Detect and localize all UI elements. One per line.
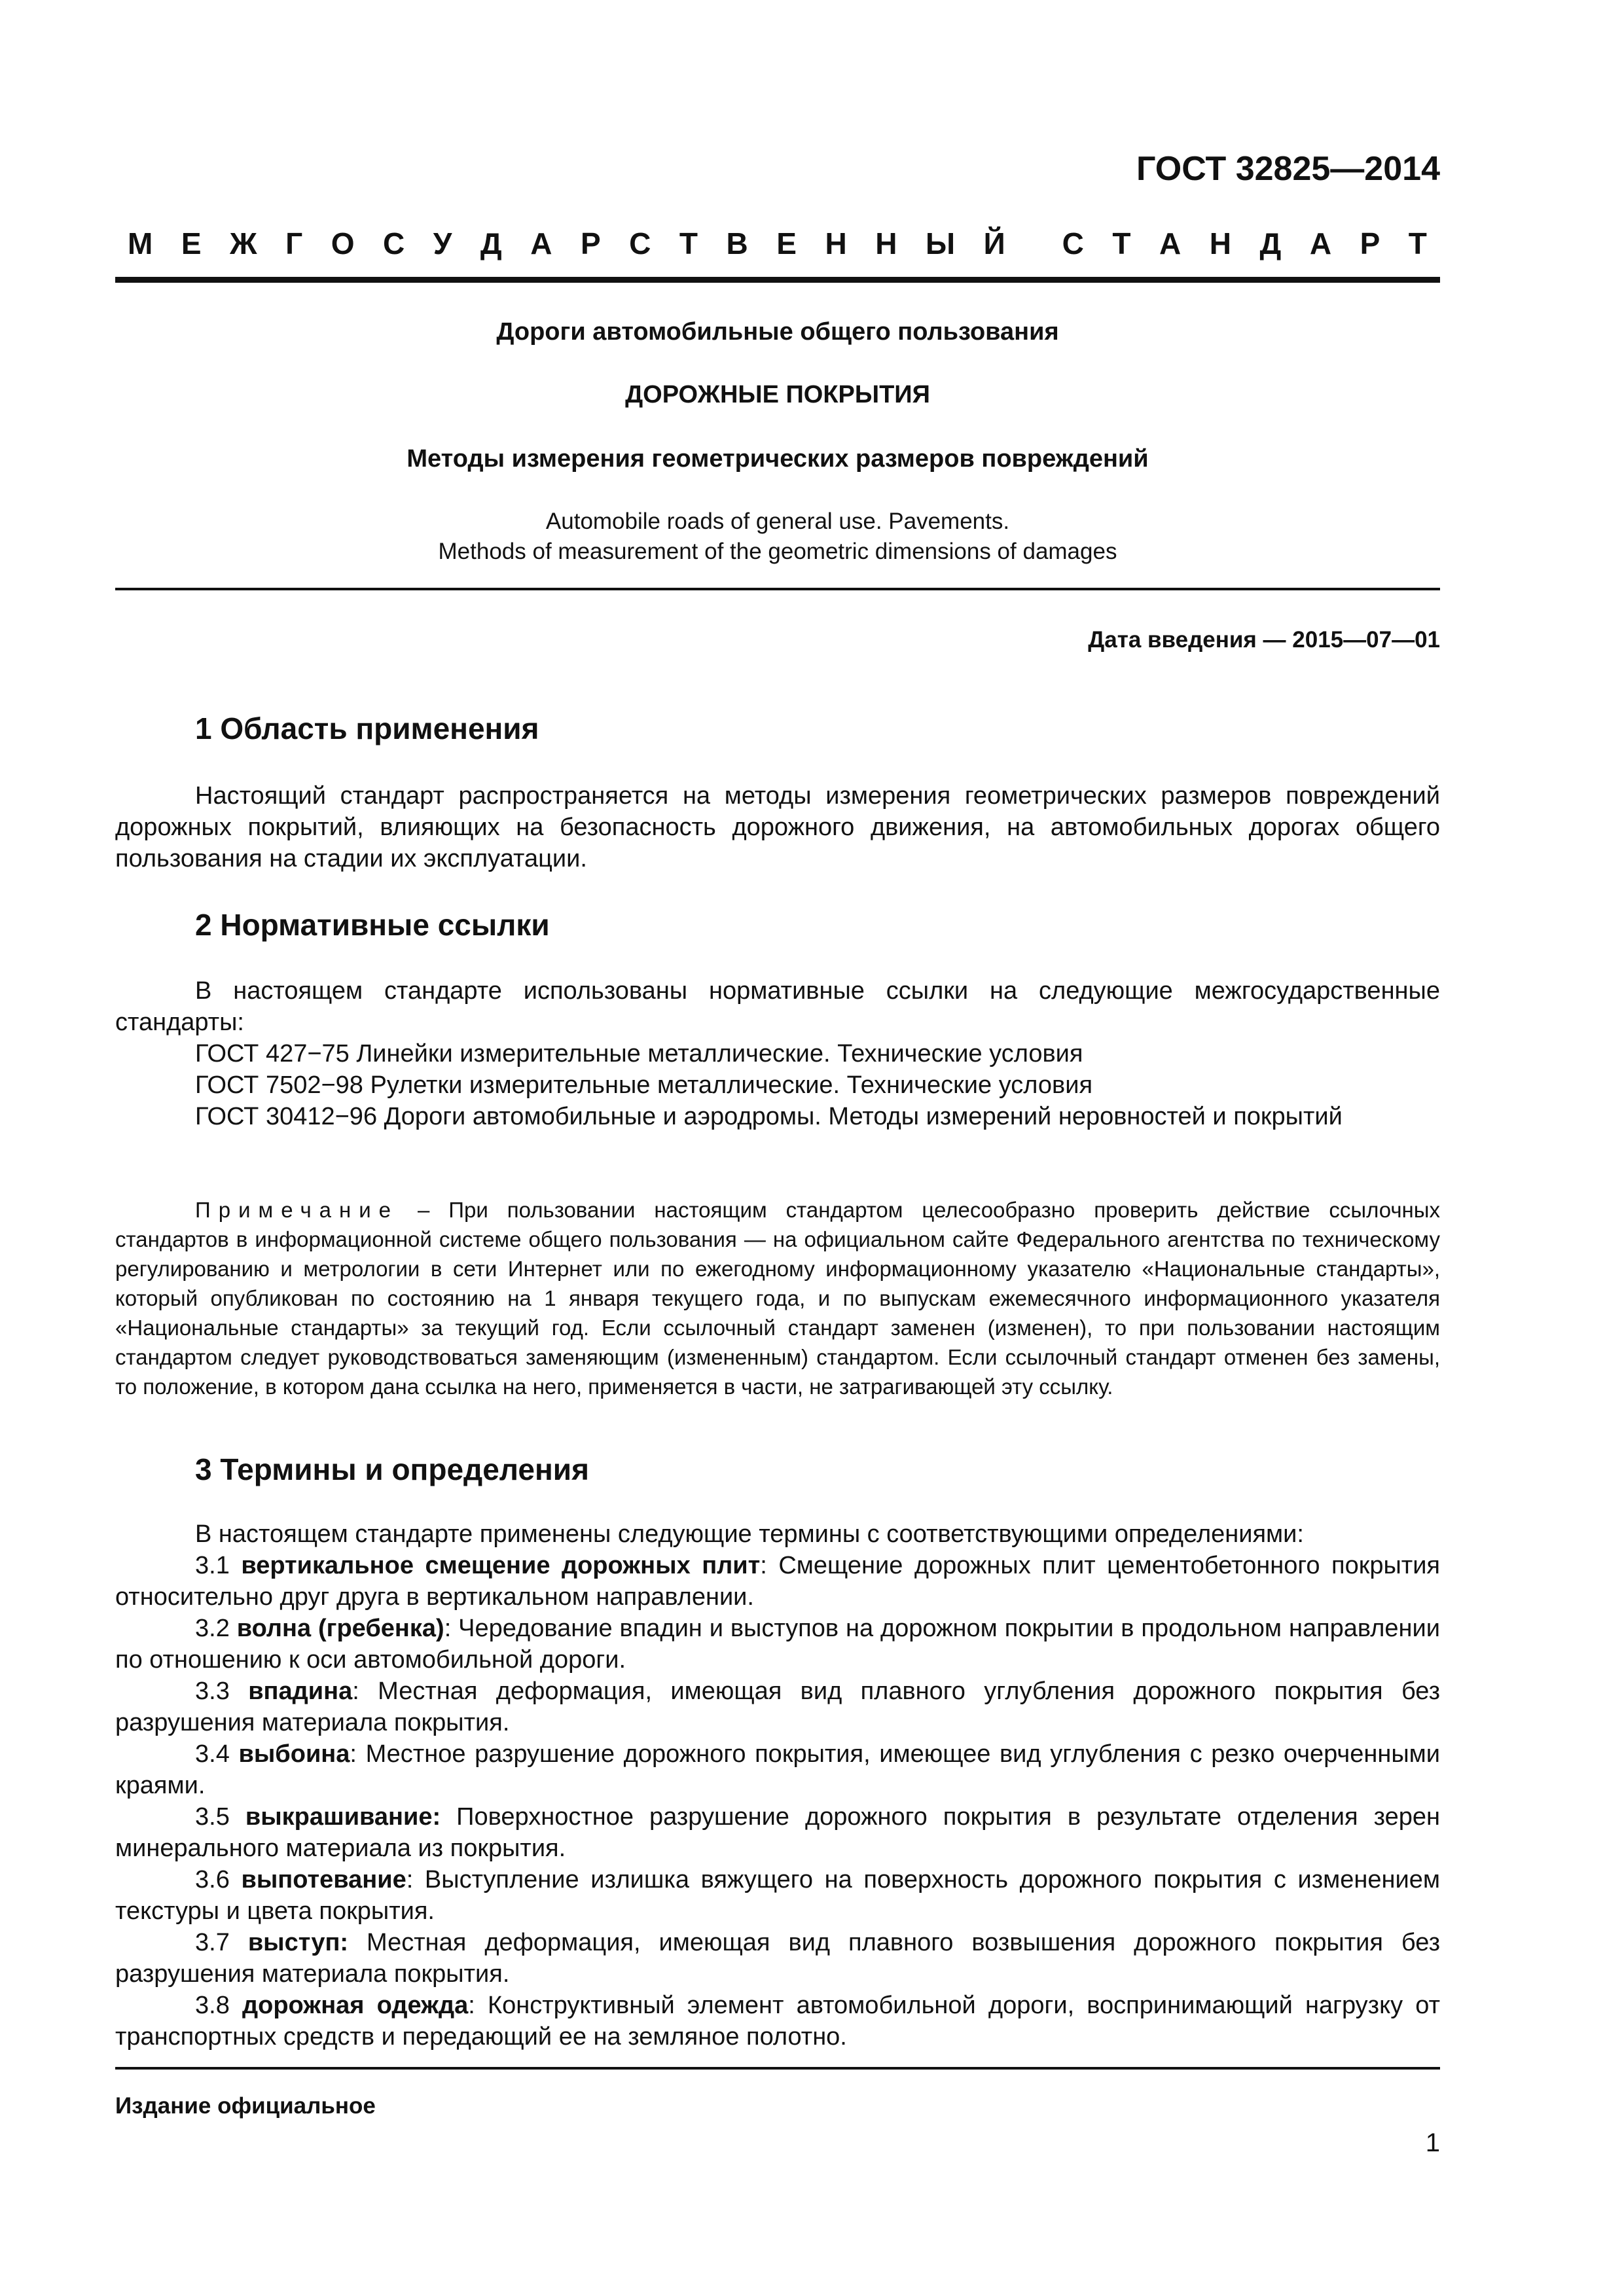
- term-name: волна (гребенка): [236, 1615, 444, 1642]
- section-2-intro: В настоящем стандарте использованы нормативные ссылки на следующие межгосударственные стандарты:: [115, 977, 1440, 1036]
- banner-letter: Г: [285, 226, 303, 260]
- english-title: [115, 507, 1440, 567]
- introduction-date: Дата введения — 2015—07—01: [1088, 627, 1440, 653]
- term-item: 3.5 выкрашивание: Поверхностное разрушение дорожного покрытия в результате отделения зерен минерального материала из покрытия.: [115, 1803, 1440, 1862]
- term-definition: : Смещение дорожных плит цементобетонного покрытия относительно друг друга в вертикальном направлении.: [115, 1552, 1440, 1611]
- term-definition: Местная деформация, имеющая вид плавного возвышения дорожного покрытия без разрушения материала покрытия.: [115, 1929, 1440, 1988]
- note-text: – При пользовании настоящим стандартом целесообразно проверить действие ссылочных стандартов в информационной системе общего пользования — на официальном сайте Федерального агентства по техническому регулированию и метрологии в сети Интернет или по ежегодному информационному указателю «Национальные стандарты», который опубликован по состоянию на 1 января текущего года, и по выпускам ежемесячного информационного указателя «Национальные стандарты» за текущий год. Если ссылочный стандарт заменен (изменен), то при пользовании настоящим стандартом следует руководствоваться заменяющим (измененным) стандартом. Если ссылочный стандарт отменен без замены, то положение, в котором дана ссылка на него, применяется в части, не затрагивающей эту ссылку.: [115, 1198, 1440, 1399]
- banner-letter: У: [433, 226, 452, 260]
- header-rule: [115, 277, 1440, 283]
- banner-letter: Д: [1259, 226, 1282, 260]
- term-definition: : Чередование впадин и выступов на дорожном покрытии в продольном направлении по отношению к оси автомобильной дороги.: [115, 1615, 1440, 1674]
- term-item: 3.4 выбоина: Местное разрушение дорожного покрытия, имеющее вид углубления с резко очерченными краями.: [115, 1740, 1440, 1799]
- note-label: Примечание: [195, 1198, 399, 1222]
- section-1-body: [115, 780, 1440, 874]
- term-name: дорожная одежда: [242, 1992, 469, 2019]
- banner-letter: А: [1159, 226, 1182, 260]
- term-item: 3.6 выпотевание: Выступление излишка вяжущего на поверхность дорожного покрытия с изменением текстуры и цвета покрытия.: [115, 1866, 1440, 1925]
- reference-item: ГОСТ 427−75 Линейки измерительные металлические. Технические условия: [195, 1040, 1083, 1067]
- banner-letter: О: [331, 226, 355, 260]
- section-2-heading: 2 Нормативные ссылки: [195, 908, 550, 942]
- term-definition: : Местное разрушение дорожного покрытия, имеющее вид углубления с резко очерченными краями.: [115, 1740, 1440, 1799]
- section-1-paragraph: Настоящий стандарт распространяется на методы измерения геометрических размеров повреждений дорожных покрытий, влияющих на безопасность дорожного движения, на автомобильных дорогах общего пользования на стадии их эксплуатации.: [115, 782, 1440, 872]
- banner-letter: Т: [1408, 226, 1427, 260]
- banner-letter: М: [128, 226, 153, 260]
- banner-letter: Н: [875, 226, 897, 260]
- term-name: выступ:: [247, 1929, 349, 1956]
- banner-letter: Н: [1209, 226, 1232, 260]
- banner-letter: Р: [1360, 226, 1380, 260]
- term-item: 3.8 дорожная одежда: Конструктивный элемент автомобильной дороги, воспринимающий нагрузку от транспортных средств и передающий ее на земляное полотно.: [115, 1992, 1440, 2051]
- title-line-3: Методы измерения геометрических размеров повреждений: [406, 445, 1149, 473]
- banner-letter: С: [1062, 226, 1084, 260]
- term-name: выпотевание: [241, 1866, 406, 1893]
- term-definition: Поверхностное разрушение дорожного покрытия в результате отделения зерен минерального материала из покрытия.: [115, 1803, 1440, 1862]
- banner-letter: Р: [580, 226, 601, 260]
- banner-letter: С: [383, 226, 405, 260]
- official-edition-label: Издание официальное: [115, 2093, 376, 2119]
- banner-letter: Е: [776, 226, 797, 260]
- term-item: 3.7 выступ: Местная деформация, имеющая вид плавного возвышения дорожного покрытия без разрушения материала покрытия.: [115, 1929, 1440, 1988]
- term-name: выкрашивание:: [245, 1803, 441, 1831]
- section-3-intro: В настоящем стандарте применены следующие термины с соответствующими определениями:: [195, 1520, 1304, 1548]
- term-item: 3.3 впадина: Местная деформация, имеющая вид плавного углубления дорожного покрытия без разрушения материала покрытия.: [115, 1677, 1441, 1736]
- reference-item: ГОСТ 30412−96 Дороги автомобильные и аэродромы. Методы измерений неровностей и покрытий: [195, 1103, 1343, 1130]
- banner-letter: Т: [679, 226, 698, 260]
- section-1-heading: 1 Область применения: [195, 711, 539, 745]
- term-name: вертикальное смещение дорожных плит: [241, 1552, 761, 1579]
- banner-letter: С: [629, 226, 651, 260]
- title-line-2: ДОРОЖНЫЕ ПОКРЫТИЯ: [625, 381, 930, 408]
- english-title-line-1: Automobile roads of general use. Pavements.: [545, 509, 1010, 534]
- term-item: 3.2 волна (гребенка): Чередование впадин и выступов на дорожном покрытии в продольном направлении по отношению к оси автомобильной дороги.: [115, 1615, 1440, 1674]
- banner-letter: Ы: [926, 226, 956, 260]
- term-name: впадина: [248, 1677, 353, 1705]
- banner-letter: Е: [181, 226, 202, 260]
- term-definition: : Выступление излишка вяжущего на поверхность дорожного покрытия с изменением текстуры и цвета покрытия.: [115, 1866, 1440, 1925]
- banner-letter: А: [530, 226, 552, 260]
- banner-letter: Ж: [230, 226, 257, 260]
- banner-letter: В: [726, 226, 748, 260]
- term-item: 3.1 вертикальное смещение дорожных плит: Смещение дорожных плит цементобетонного покрытия относительно друг друга в вертикальном направлении.: [115, 1552, 1440, 1611]
- interstate-standard-banner: [128, 226, 1427, 261]
- banner-letter: А: [1309, 226, 1332, 260]
- banner-letter: Й: [983, 226, 1005, 260]
- term-definition: : Местная деформация, имеющая вид плавного углубления дорожного покрытия без разрушения материала покрытия.: [115, 1677, 1441, 1736]
- reference-item: ГОСТ 7502−98 Рулетки измерительные металлические. Технические условия: [195, 1071, 1093, 1099]
- page-number: 1: [1425, 2128, 1440, 2157]
- section-3-body: [115, 1518, 1440, 2053]
- english-title-line-2: Methods of measurement of the geometric dimensions of damages: [438, 539, 1117, 564]
- term-definition: : Конструктивный элемент автомобильной дороги, воспринимающий нагрузку от транспортных средств и передающий ее на земляное полотно.: [115, 1992, 1440, 2051]
- footer-rule: [115, 2067, 1440, 2070]
- banner-letter: Т: [1112, 226, 1131, 260]
- section-3-heading: 3 Термины и определения: [195, 1452, 589, 1486]
- title-rule: [115, 588, 1440, 590]
- note-block: [115, 1195, 1440, 1401]
- banner-letter: Н: [825, 226, 847, 260]
- title-line-1: Дороги автомобильные общего пользования: [496, 318, 1059, 346]
- section-2-body: [115, 975, 1440, 1132]
- banner-letter: Д: [480, 226, 502, 260]
- document-code: ГОСТ 32825—2014: [1136, 150, 1440, 188]
- term-name: выбоина: [238, 1740, 350, 1768]
